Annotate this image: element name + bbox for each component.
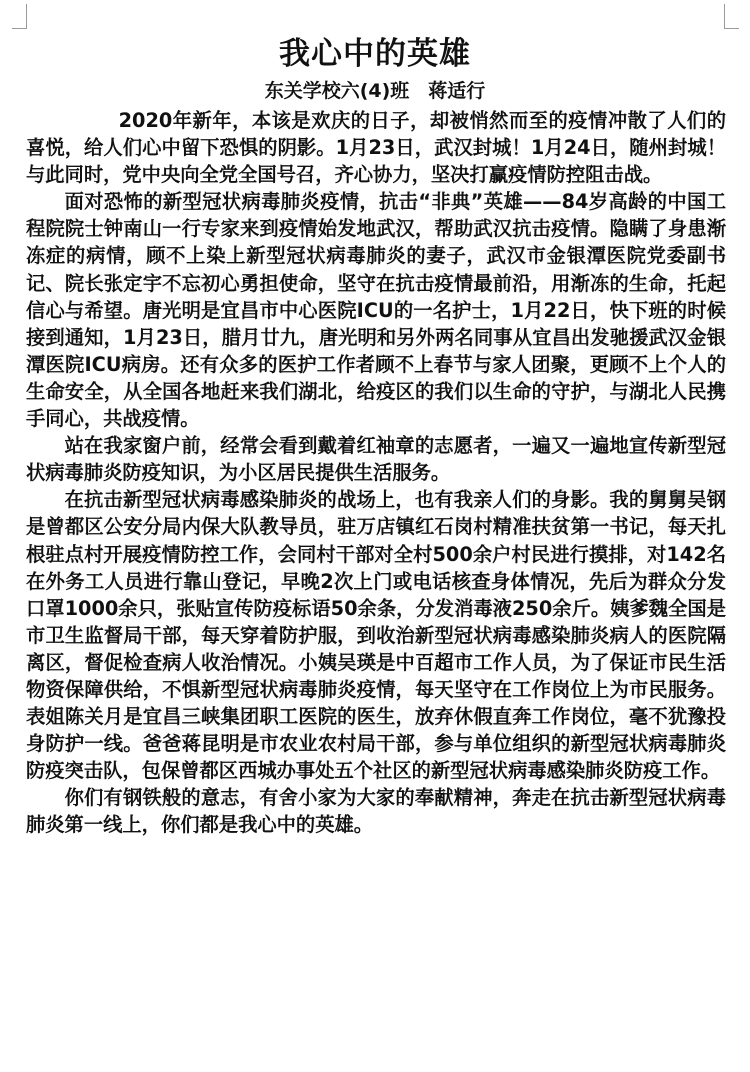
crop-mark-right <box>724 4 739 29</box>
author-byline: 东关学校六(4)班 蒋适行 <box>264 80 486 102</box>
essay-body <box>26 107 726 839</box>
paragraph-3: 站在我家窗户前，经常会看到戴着红袖章的志愿者，一遍又一遍地宣传新型冠状病毒肺炎防疫知识，为小区居民提供生活服务。 <box>26 434 726 485</box>
paragraph-2: 面对恐怖的新型冠状病毒肺炎疫情，抗击“非典”英雄——84岁高龄的中国工程院院士钟南山一行专家来到疫情始发地武汉，帮助武汉抗击疫情。隐瞒了身患渐冻症的病情，顾不上染上新型冠状病毒肺炎的妻子，武汉市金银潭医院党委副书记、院长张定宇不忘初心勇担使命，坚守在抗击疫情最前沿，用渐冻的生命，托起信心与希望。唐光明是宜昌市中心医院ICU的一名护士，1月22日，快下班的时候接到通知，1月23日，腊月廿九，唐光明和另外两名同事从宜昌出发驰援武汉金银潭医院ICU病房。还有众多的医护工作者顾不上春节与家人团聚，更顾不上个人的生命安全，从全国各地赶来我们湖北，给疫区的我们以生命的守护，与湖北人民携手同心，共战疫情。 <box>26 190 726 431</box>
crop-mark-left <box>12 4 27 29</box>
paragraph-4: 在抗击新型冠状病毒感染肺炎的战场上，也有我亲人们的身影。我的舅舅吴钢是曾都区公安分局内保大队教导员，驻万店镇红石岗村精准扶贫第一书记，每天扎根驻点村开展疫情防控工作，会同村干部对全村500余户村民进行摸排，对142名在外务工人员进行靠山登记，早晚2次上门或电话核查身体情况，先后为群众分发口罩1000余只，张贴宣传防疫标语50余条，分发消毒液250余斤。姨爹魏全国是市卫生监督局干部，每天穿着防护服，到收治新型冠状病毒感染肺炎病人的医院隔离区，督促检查病人收治情况。小姨吴瑛是中百超市工作人员，为了保证市民生活物资保障供给，不惧新型冠状病毒肺炎疫情，每天坚守在工作岗位上为市民服务。表姐陈关月是宜昌三峡集团职工医院的医生，放弃休假直奔工作岗位，毫不犹豫投身防护一线。爸爸蒋昆明是市农业农村局干部，参与单位组织的新型冠状病毒肺炎防疫突击队，包保曾都区西城办事处五个社区的新型冠状病毒感染肺炎防疫工作。 <box>26 488 726 783</box>
paragraph-1: 2020年新年，本该是欢庆的日子，却被悄然而至的疫情冲散了人们的喜悦，给人们心中留下恐惧的阴影。1月23日，武汉封城！1月24日，随州封城！与此同时，党中央向全党全国号召，齐心协力，坚决打赢疫情防控阻击战。 <box>26 109 726 187</box>
page-title: 我心中的英雄 <box>279 36 471 72</box>
paragraph-5: 你们有钢铁般的意志，有舍小家为大家的奉献精神，奔走在抗击新型冠状病毒肺炎第一线上，你们都是我心中的英雄。 <box>26 786 726 837</box>
